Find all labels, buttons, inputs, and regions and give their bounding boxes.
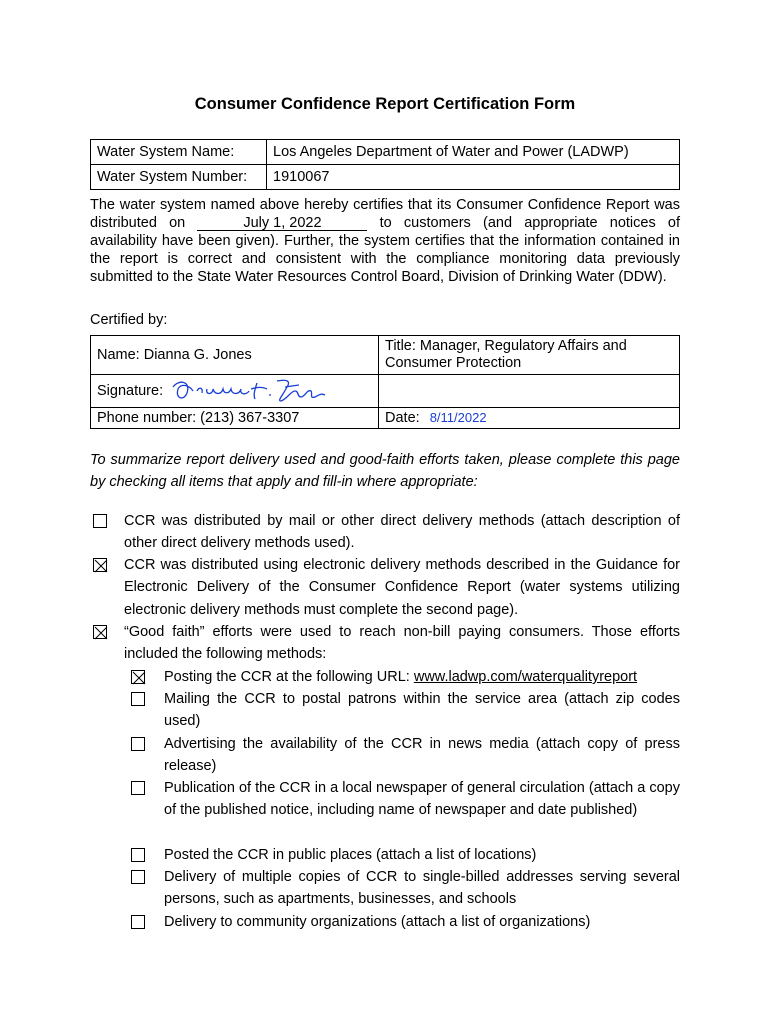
empty-cell: [379, 375, 680, 408]
statement-text-after: to customers (and appropriate notices of availability have been given). Further, the system certifies that the information contained in the report is correct and consistent with the compliance monitoring data previously submitted to the State Water Resources Control Board, Division of Drinking Water (DDW).: [90, 215, 681, 285]
method-item-5-label: Posted the CCR in public places (attach a list of locations): [164, 847, 537, 863]
certifier-name: Name: Dianna G. Jones: [91, 336, 379, 375]
date-label: Date:: [385, 410, 420, 426]
signature-label: Signature:: [97, 382, 164, 399]
ccr-url-link[interactable]: www.ladwp.com/waterqualityreport: [413, 669, 638, 685]
system-number-label: Water System Number:: [91, 165, 267, 190]
delivery-item-3-checkbox[interactable]: [93, 625, 107, 639]
system-name-value: Los Angeles Department of Water and Power (LADWP): [267, 140, 680, 165]
system-number-value: 1910067: [267, 165, 680, 190]
method-item-7-text: [164, 911, 680, 933]
method-item-6-text: [164, 866, 680, 911]
method-item-3-label: Advertising the availability of the CCR in news media (attach copy of press release): [164, 736, 680, 775]
certifier-name-row: [91, 336, 680, 375]
checkmark-x-icon: [94, 626, 108, 640]
method-item-4-checkbox[interactable]: [131, 781, 145, 795]
method-item-3-checkbox[interactable]: [131, 737, 145, 751]
system-number-row: [91, 165, 680, 190]
method-item-5-checkbox[interactable]: [131, 848, 145, 862]
certifier-table: [90, 335, 680, 429]
method-item-6-label: Delivery of multiple copies of CCR to single-billed addresses serving several persons, such as apartments, businesses, and schools: [164, 869, 680, 908]
certifier-phone: Phone number: (213) 367-3307: [91, 408, 379, 429]
delivery-item-3-text: [124, 621, 680, 666]
water-system-table: [90, 139, 680, 190]
delivery-item-3-label: “Good faith” efforts were used to reach non-bill paying consumers. Those efforts included the following methods:: [124, 624, 680, 663]
instructions-text: To summarize report delivery used and good-faith efforts taken, please complete this page by checking all items that apply and fill-in where appropriate:: [90, 452, 680, 490]
method-item-2-text: [164, 688, 680, 733]
distribution-date-field[interactable]: July 1, 2022: [197, 216, 367, 231]
method-item-3-text: [164, 733, 680, 778]
page-title: Consumer Confidence Report Certification Form: [194, 95, 576, 113]
method-item-1-text: [164, 666, 680, 688]
delivery-item-1-label: CCR was distributed by mail or other direct delivery methods (attach description of other direct delivery methods used).: [124, 513, 680, 552]
delivery-item-2-label: CCR was distributed using electronic delivery methods described in the Guidance for Electronic Delivery of the Consumer Confidence Report (water systems utilizing electronic delivery methods must complete the second page).: [124, 557, 680, 618]
method-item-1-label: Posting the CCR at the following URL:: [164, 669, 414, 685]
method-item-6-checkbox[interactable]: [131, 870, 145, 884]
method-item-7-checkbox[interactable]: [131, 915, 145, 929]
delivery-item-1-checkbox[interactable]: [93, 514, 107, 528]
delivery-item-2-checkbox[interactable]: [93, 558, 107, 572]
method-item-4-label: Publication of the CCR in a local newspaper of general circulation (attach a copy of the published notice, including name of newspaper and date published): [164, 780, 680, 819]
statement-text-before: The water system named above hereby certifies that its Consumer Confidence Report was distributed on: [90, 197, 680, 231]
checkmark-x-icon: [132, 671, 146, 685]
certification-statement: [90, 196, 680, 286]
signature-row: [91, 375, 680, 408]
method-item-2-checkbox[interactable]: [131, 692, 145, 706]
handwritten-signature: [169, 377, 329, 405]
certified-by-heading: Certified by:: [90, 312, 168, 328]
date-cell: [379, 408, 680, 429]
delivery-item-2-text: [124, 554, 680, 621]
method-item-5-text: [164, 844, 680, 866]
signature-cell: [91, 375, 379, 408]
method-item-7-label: Delivery to community organizations (attach a list of organizations): [164, 914, 591, 930]
date-value[interactable]: 8/11/2022: [429, 410, 487, 425]
certifier-title: Title: Manager, Regulatory Affairs and Consumer Protection: [379, 336, 680, 375]
checkmark-x-icon: [94, 559, 108, 573]
phone-date-row: [91, 408, 680, 429]
system-name-row: [91, 140, 680, 165]
method-item-1-checkbox[interactable]: [131, 670, 145, 684]
method-item-2-label: Mailing the CCR to postal patrons within the service area (attach zip codes used): [164, 691, 680, 730]
system-name-label: Water System Name:: [91, 140, 267, 165]
method-item-4-text: [164, 777, 680, 822]
delivery-item-1-text: [124, 510, 680, 555]
